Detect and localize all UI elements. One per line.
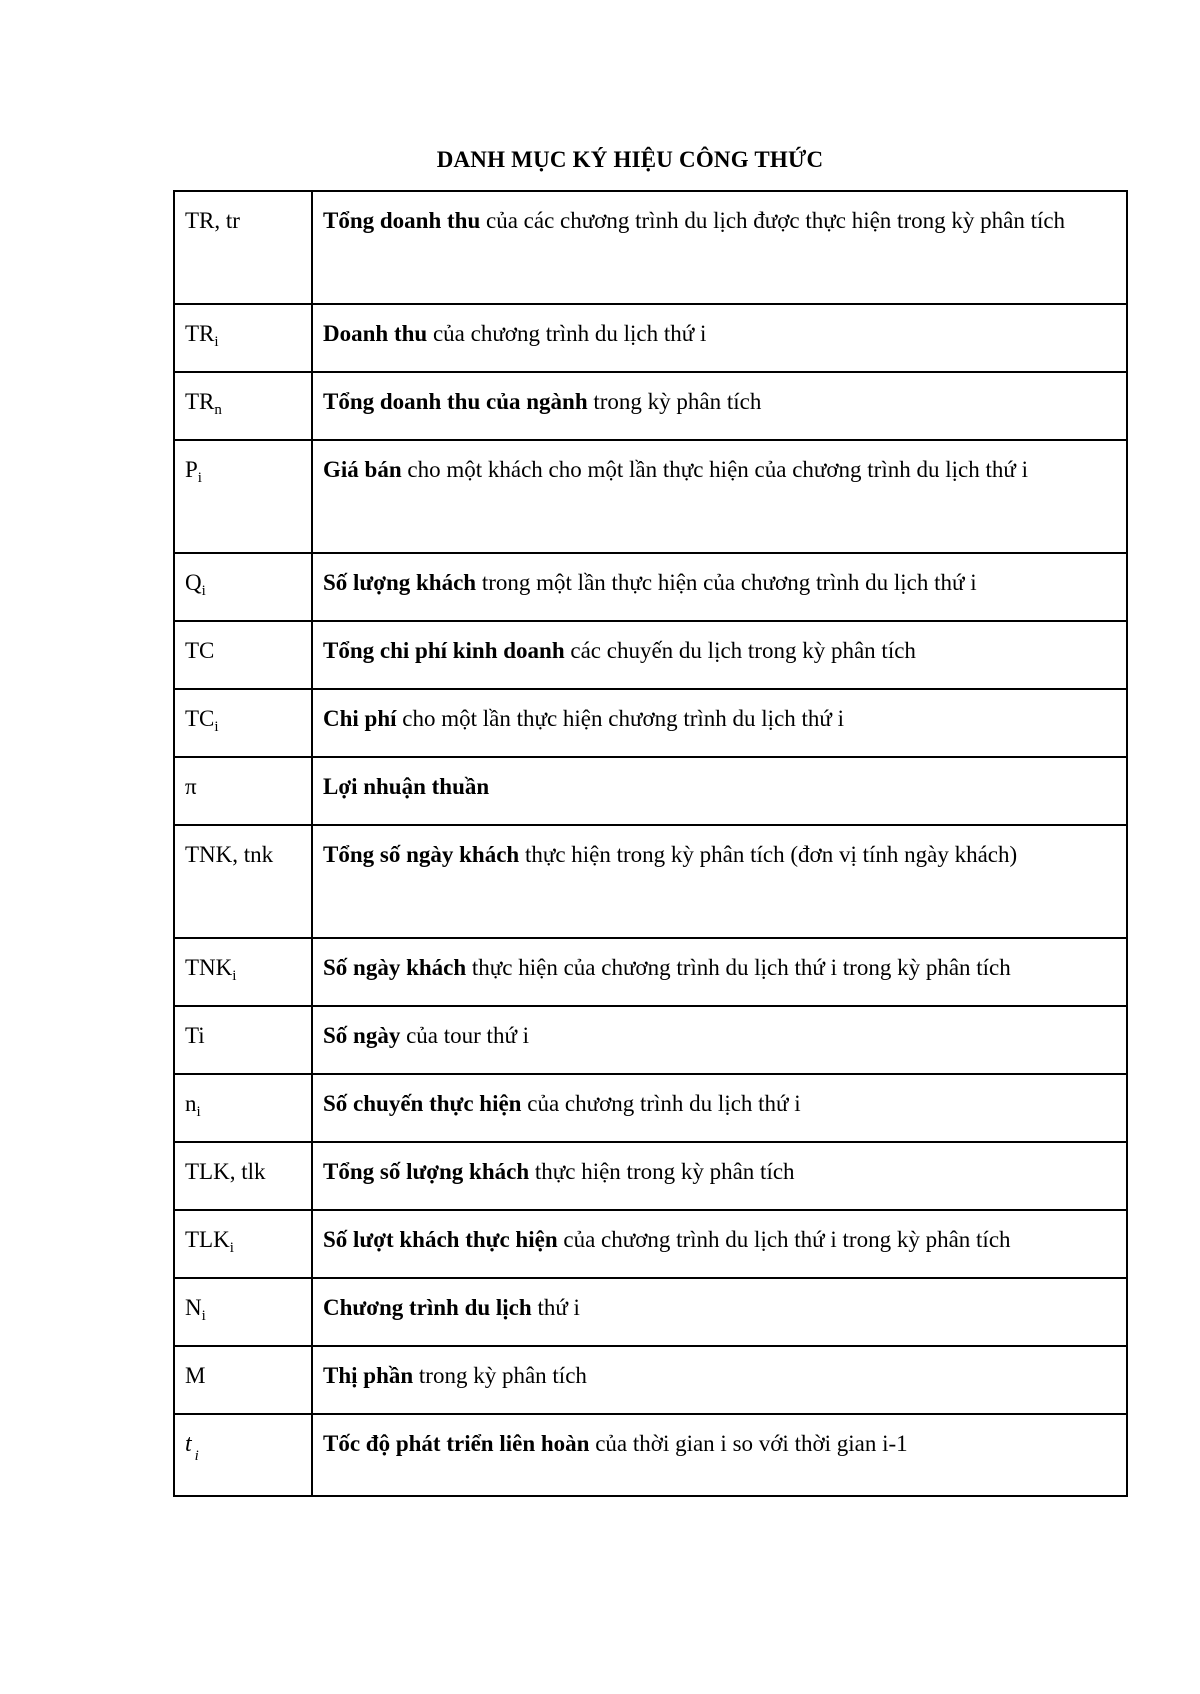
symbol-cell <box>174 553 312 621</box>
description-cell <box>312 304 1127 372</box>
description-cell <box>312 191 1127 304</box>
symbol-subscript: i <box>201 1308 206 1324</box>
table-row <box>174 1414 1127 1496</box>
description-text: thực hiện của chương trình du lịch thứ i trong kỳ phân tích <box>466 955 1011 980</box>
symbol-text: N <box>185 1295 202 1320</box>
description-text: của chương trình du lịch thứ i <box>521 1091 801 1116</box>
symbol-cell <box>174 938 312 1006</box>
symbol-cell <box>174 440 312 553</box>
description-cell <box>312 689 1127 757</box>
symbol-text: t <box>185 1431 192 1457</box>
description-text: các chuyến du lịch trong kỳ phân tích <box>564 638 916 663</box>
table-row <box>174 1210 1127 1278</box>
description-term: Tổng số lượng khách <box>323 1159 530 1184</box>
description-cell <box>312 1006 1127 1074</box>
symbol-cell <box>174 1414 312 1496</box>
description-text: của chương trình du lịch thứ i <box>427 321 707 346</box>
table-row <box>174 191 1127 304</box>
symbol-cell <box>174 621 312 689</box>
description-term: Số chuyến thực hiện <box>323 1091 522 1116</box>
symbol-cell <box>174 689 312 757</box>
description-text: của các chương trình du lịch được thực hiện trong kỳ phân tích <box>480 208 1066 233</box>
symbol-text: TR <box>185 321 215 346</box>
description-term: Số lượt khách thực hiện <box>323 1227 558 1252</box>
table-row <box>174 757 1127 825</box>
symbol-text: TLK <box>185 1227 230 1252</box>
description-text: thứ i <box>531 1295 580 1320</box>
description-text: trong kỳ phân tích <box>587 389 762 414</box>
symbol-text: TNK, tnk <box>185 842 274 867</box>
symbol-text: TC <box>185 706 215 731</box>
description-cell <box>312 440 1127 553</box>
description-term: Tốc độ phát triển liên hoàn <box>323 1431 590 1456</box>
description-cell <box>312 825 1127 938</box>
symbol-subscript: i <box>201 583 206 599</box>
symbol-text: TR, tr <box>185 208 240 233</box>
description-term: Chương trình du lịch <box>323 1295 532 1320</box>
table-row <box>174 1278 1127 1346</box>
description-cell <box>312 372 1127 440</box>
symbol-cell <box>174 1074 312 1142</box>
description-cell <box>312 757 1127 825</box>
description-term: Tổng số ngày khách <box>323 842 520 867</box>
table-row <box>174 372 1127 440</box>
symbol-text: TLK, tlk <box>185 1159 266 1184</box>
symbol-subscript: i <box>232 968 237 984</box>
description-cell <box>312 1210 1127 1278</box>
description-term: Tổng doanh thu của ngành <box>323 389 588 414</box>
description-term: Số ngày khách <box>323 955 467 980</box>
symbol-text: TC <box>185 638 215 663</box>
symbol-cell <box>174 757 312 825</box>
description-text: của thời gian i so với thời gian i-1 <box>589 1431 908 1456</box>
symbol-subscript: i <box>214 334 219 350</box>
table-row <box>174 553 1127 621</box>
description-term: Tổng doanh thu <box>323 208 481 233</box>
symbol-text: Ti <box>185 1023 205 1048</box>
symbol-text: π <box>185 774 197 799</box>
description-cell <box>312 1346 1127 1414</box>
symbol-subscript: i <box>214 719 219 735</box>
description-text: trong kỳ phân tích <box>413 1363 587 1388</box>
description-term: Chi phí <box>323 706 397 731</box>
symbol-subscript: i <box>194 1448 199 1464</box>
description-text: thực hiện trong kỳ phân tích (đơn vị tính ngày khách) <box>519 842 1018 867</box>
table-row <box>174 938 1127 1006</box>
symbol-cell <box>174 1278 312 1346</box>
description-text: cho một lần thực hiện chương trình du lịch thứ i <box>396 706 845 731</box>
symbol-subscript: i <box>229 1240 234 1256</box>
description-cell <box>312 621 1127 689</box>
description-text: của tour thứ i <box>400 1023 530 1048</box>
table-row <box>174 304 1127 372</box>
symbol-subscript: n <box>214 402 222 418</box>
symbol-cell <box>174 372 312 440</box>
description-term: Giá bán <box>323 457 402 482</box>
symbol-text: M <box>185 1363 206 1388</box>
description-text: thực hiện trong kỳ phân tích <box>529 1159 795 1184</box>
description-term: Doanh thu <box>323 321 428 346</box>
description-term: Số lượng khách <box>323 570 477 595</box>
symbol-text: TR <box>185 389 215 414</box>
symbol-subscript: i <box>197 470 202 486</box>
description-text: cho một khách cho một lần thực hiện của chương trình du lịch thứ i <box>401 457 1028 482</box>
description-cell <box>312 1414 1127 1496</box>
description-text: trong một lần thực hiện của chương trình du lịch thứ i <box>476 570 977 595</box>
table-row <box>174 1346 1127 1414</box>
description-cell <box>312 553 1127 621</box>
symbol-cell <box>174 304 312 372</box>
description-term: Số ngày <box>323 1023 401 1048</box>
symbol-cell <box>174 825 312 938</box>
description-term: Lợi nhuận thuần <box>323 774 490 799</box>
symbol-cell <box>174 1210 312 1278</box>
symbol-cell <box>174 191 312 304</box>
symbol-text: Q <box>185 570 202 595</box>
description-term: Tổng chi phí kinh doanh <box>323 638 565 663</box>
table-row <box>174 1074 1127 1142</box>
table-row <box>174 689 1127 757</box>
page-title: DANH MỤC KÝ HIỆU CÔNG THỨC <box>436 147 824 172</box>
symbol-table <box>173 190 1128 1497</box>
symbol-cell <box>174 1346 312 1414</box>
description-term: Thị phần <box>323 1363 414 1388</box>
description-cell <box>312 1278 1127 1346</box>
table-row <box>174 1006 1127 1074</box>
description-cell <box>312 938 1127 1006</box>
symbol-subscript: i <box>196 1104 201 1120</box>
symbol-cell <box>174 1142 312 1210</box>
description-cell <box>312 1142 1127 1210</box>
description-cell <box>312 1074 1127 1142</box>
symbol-text: P <box>185 457 198 482</box>
description-text: của chương trình du lịch thứ i trong kỳ phân tích <box>557 1227 1011 1252</box>
symbol-text: TNK <box>185 955 233 980</box>
table-row <box>174 1142 1127 1210</box>
table-row <box>174 440 1127 553</box>
table-row <box>174 825 1127 938</box>
symbol-cell <box>174 1006 312 1074</box>
table-row <box>174 621 1127 689</box>
symbol-table-body <box>174 191 1127 1496</box>
symbol-text: n <box>185 1091 197 1116</box>
